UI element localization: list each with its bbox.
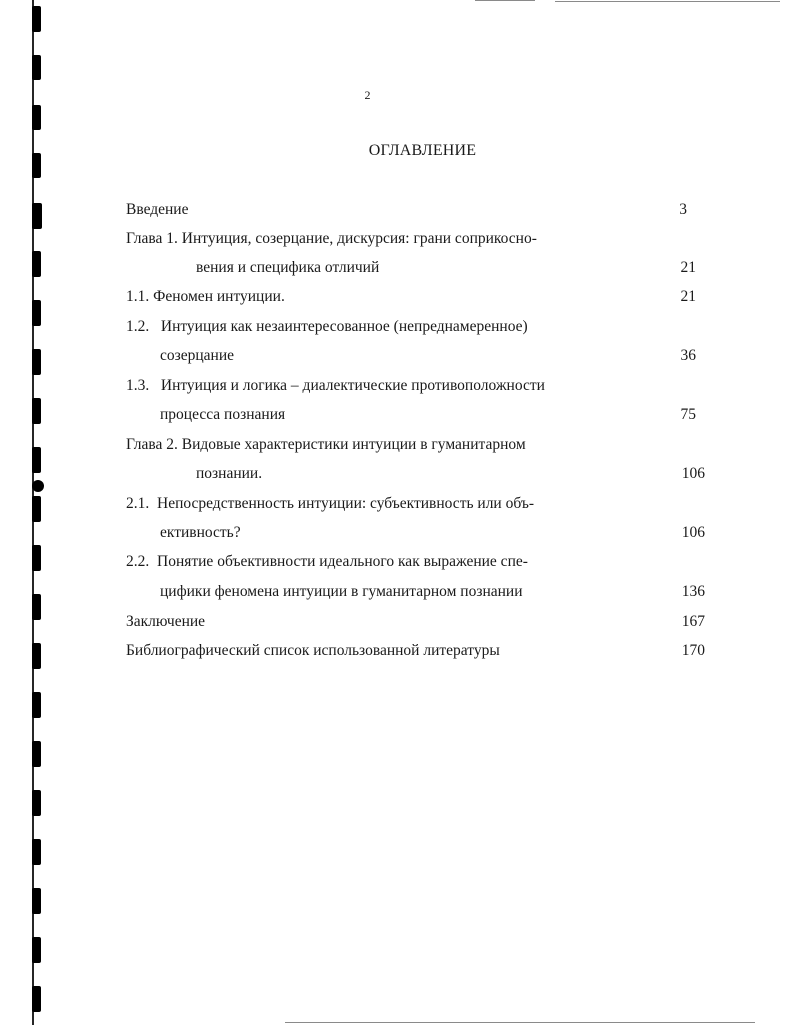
binding-mark [32, 594, 41, 620]
toc-entry-page: 167 [681, 613, 705, 630]
toc-entry-text: 1.1. Феномен интуиции. [126, 288, 285, 305]
binding-mark [32, 839, 41, 865]
toc-entry-text: Библиографический список использованной литературы [126, 642, 500, 659]
toc-entry-page: 170 [681, 642, 705, 659]
toc-entry-text: Глава 2. Видовые характеристики интуиции в гуманитарном [126, 436, 526, 453]
binding-mark [32, 480, 44, 492]
toc-entry-text: познании. [196, 465, 263, 482]
binding-mark [32, 447, 41, 473]
toc-entry-page: 3 [679, 201, 687, 218]
toc-entry-page: 21 [680, 259, 696, 276]
toc-title: ОГЛАВЛЕНИЕ [368, 142, 477, 159]
toc-entry-page: 75 [680, 406, 696, 423]
toc-entry-text: процесса познания [160, 406, 286, 423]
toc-entry-text: 2.2. Понятие объективности идеального как выражение спе- [126, 553, 528, 570]
binding-mark [32, 888, 41, 914]
toc-entry-page: 136 [681, 583, 705, 600]
binding-mark [32, 203, 42, 229]
binding-mark [32, 937, 41, 963]
scan-edge-line [285, 1022, 755, 1023]
binding-mark [32, 251, 41, 277]
toc-entry-page: 21 [680, 288, 696, 305]
binding-mark [32, 105, 41, 130]
page-number: 2 [364, 88, 371, 102]
binding-mark [32, 790, 41, 816]
toc-entry-page: 106 [681, 465, 705, 482]
toc-entry-page: 106 [681, 524, 705, 541]
toc-entry-text: Введение [126, 201, 189, 218]
toc-entry-text: Заключение [126, 613, 206, 630]
binding-mark [32, 643, 41, 669]
toc-entry-text: 1.3. Интуиция и логика – диалектические противоположности [126, 377, 545, 394]
toc-entry-text: цифики феномена интуиции в гуманитарном познании [160, 583, 523, 600]
toc-entry-text: 2.1. Непосредственность интуиции: субъективность или объ- [126, 495, 535, 512]
scan-edge-line [555, 1, 780, 2]
toc-entry-text: 1.2. Интуиция как незаинтересованное (непреднамеренное) [126, 318, 528, 335]
binding-mark [32, 986, 41, 1012]
binding-mark [32, 545, 41, 571]
binding-mark [32, 398, 41, 424]
toc-entry-page: 36 [680, 347, 696, 364]
binding-mark [32, 741, 41, 767]
toc-entry-text: ективность? [160, 524, 241, 541]
toc-entry-text: Глава 1. Интуиция, созерцание, дискурсия: грани соприкосно- [126, 230, 537, 247]
binding-mark [32, 55, 41, 80]
scan-edge-line [475, 0, 535, 1]
binding-mark [32, 300, 41, 326]
binding-mark [32, 349, 41, 375]
binding-mark [32, 496, 41, 522]
binding-mark [32, 6, 41, 32]
toc-entry-text: вения и специфика отличий [196, 259, 380, 276]
binding-mark [32, 692, 41, 718]
toc-entry-text: созерцание [160, 347, 235, 364]
